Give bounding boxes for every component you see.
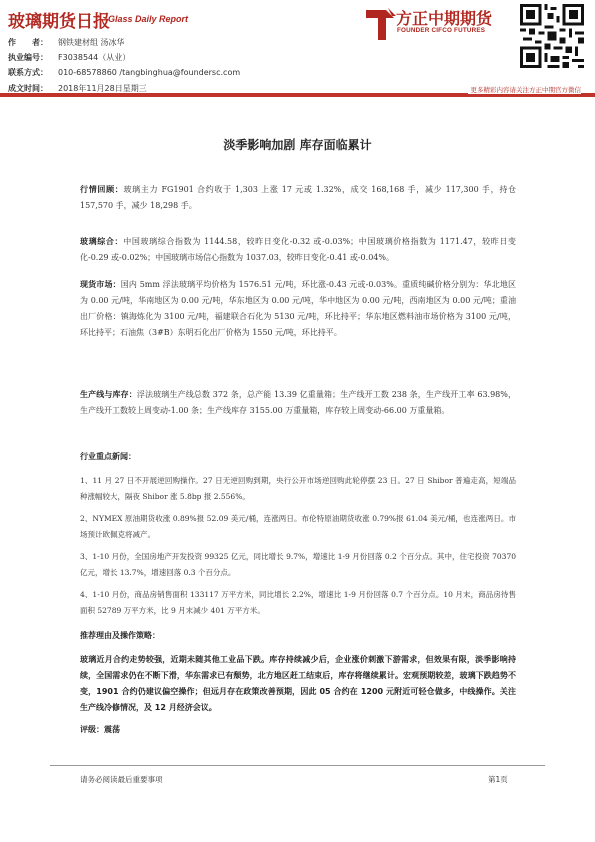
report-title: 玻璃期货日报 bbox=[8, 12, 110, 32]
disclaimer-note: 请务必阅读最后重要事项 bbox=[80, 775, 163, 784]
page-number: 第1页 bbox=[488, 775, 508, 784]
qr-code-icon bbox=[520, 4, 584, 68]
logo-text-cn: 方正中期期货 bbox=[396, 9, 493, 28]
meta-license: 执业编号： F3038544（从业） bbox=[8, 53, 131, 62]
meta-author: 作 者： 钢铁建材组 汤冰华 bbox=[8, 38, 125, 47]
footer-divider bbox=[50, 765, 545, 766]
document-title: 淡季影响加剧 库存面临累计 bbox=[223, 138, 372, 152]
rating: 评级：震荡 bbox=[80, 725, 120, 734]
section-glass-index: 玻璃综合：中国玻璃综合指数为 1144.58，较昨日变化-0.32 或-0.03%；中国玻璃价格指数为 1171.47，较昨日变化-0.29 或-0.02%；中国玻璃市场信心指数为 1037.03，较昨日变化-0.41 或-0.04%。 bbox=[80, 237, 516, 262]
strategy-heading: 推荐理由及操作策略： bbox=[80, 631, 160, 640]
section-spot-market: 现货市场：国内 5mm 浮法玻璃平均价格为 1576.51 元/吨，环比涨-0.43 元或-0.03%。重质纯碱价格分别为：华北地区为 0.00 元/吨，华南地区为 0.00 元/吨，华东地区为 0.00 元/吨，华中地区为 0.00 元/吨，西南地区为 0.00 元/吨；重油出厂价格：镇海炼化为 3100 元/吨，福建联合石化为 5130 元/吨，环比持平；华东地区燃料油市场价格为 3100 元/吨，环比持平；石油焦（3#B）东明石化出厂价格为 1550 元/吨，环比持平。 bbox=[80, 280, 516, 337]
report-subtitle: Glass Daily Report bbox=[108, 14, 189, 24]
section-market-review: 行情回顾：玻璃主力 FG1901 合约收于 1,303 上涨 17 元或 1.32%，成交 168,168 手，减少 117,300 手，持仓 157,570 手，减少 18,298 手。 bbox=[80, 185, 517, 210]
logo-text-en: FOUNDER CIFCO FUTURES bbox=[397, 27, 486, 34]
news-item: 1、11 月 27 日不开展逆回购操作。27 日无逆回购到期，央行公开市场逆回购此轮停摆 23 日。27 日 Shibor 普遍走高，短端品种涨幅较大，隔夜 Shibor 涨 5.8bp 报 2.556%。 bbox=[80, 476, 516, 501]
strategy-text: 玻璃近月合约走势较强，近期未随其他工业品下跌。库存持续减少后，企业涨价刺激下游需求，但效果有限，淡季影响持续，全国需求仍在不断下滑，华东需求已有颓势，北方地区赶工结束后，库存将继续累计。宏观预期较差，玻璃下跌趋势不变，1901 合约仍建议偏空操作；但远月存在政策改善预期，因此 05 合约在 1200 元附近可轻仓做多，中线操作。关注生产线冷修情况，及 12 月经济会议。 bbox=[80, 655, 516, 712]
section-production-inventory: 生产线与库存：浮法玻璃生产线总数 372 条，总产能 13.39 亿重量箱；生产线开工数 238 条，生产线开工率 63.98%，生产线开工数较上周变动-1.00 条；生产线库存 3155.00 万重量箱，库存较上周变动-66.00 万重量箱。 bbox=[80, 390, 517, 415]
meta-contact: 联系方式： 010-68578860 /tangbinghua@foundersc.com bbox=[8, 68, 241, 77]
news-item: 3、1-10 月份，全国房地产开发投资 99325 亿元，同比增长 9.7%，增速比 1-9 月份回落 0.2 个百分点。其中，住宅投资 70370 亿元，增长 13.7%，增速回落 0.3 个百分点。 bbox=[80, 552, 516, 577]
wechat-follow-note[interactable]: 更多精彩内容请关注方正中期官方微信 bbox=[468, 85, 582, 94]
news-heading: 行业重点新闻： bbox=[80, 452, 136, 461]
meta-date: 成文时间： 2018年11月28日星期三 bbox=[8, 84, 147, 93]
news-item: 4、1-10 月份，商品房销售面积 133117 万平方米，同比增长 2.2%，增速比 1-9 月份回落 0.7 个百分点。10 月末，商品房待售面积 52789 万平方米，比 9 月末减少 401 万平方米。 bbox=[80, 590, 516, 615]
news-item: 2、NYMEX 原油期货收涨 0.89%报 52.09 美元/桶，连涨两日。布伦特原油期货收涨 0.79%报 61.04 美元/桶，也连涨两日。市场预计欧佩克将减产。 bbox=[80, 514, 516, 539]
